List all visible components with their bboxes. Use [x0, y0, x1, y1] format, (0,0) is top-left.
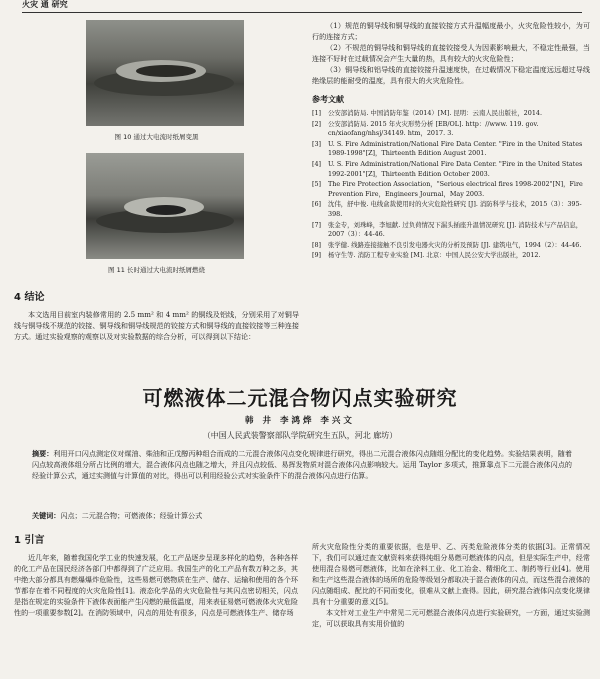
introduction-paragraph-continued: 所火灾危险性分类的重要依据，也是甲、乙、丙类危险液体分类的依据[3]。正常情况下，我们可以通过查文献资料来获得纯组分易燃可燃液体的闪点，但是实际生产中，经常使用混合易燃可燃液体，比如在涂料工业、化工冶金、精细化工、制药等行业[4]。使用和生产这些混合液体的场所的危险等级划分都取决于混合液体的闪点，而这些混合液体的闪点随组成、配比的不同而变化，很难从文献上查得。因此，研究混合液体闪点变化规律具有十分重要的意义[5]。	[312, 542, 590, 606]
reference-number: [7]	[312, 220, 322, 229]
reference-number: [2]	[312, 119, 322, 128]
reference-item	[312, 140, 590, 159]
keywords-text: 闪点；二元混合物；可燃液体；经验计算公式	[60, 511, 203, 520]
reference-number: [5]	[312, 180, 322, 189]
introduction-paragraph-2: 本文针对工业生产中常见二元可燃混合液体闪点进行实验研究，一方面，通过实验测定，可以获取具有实用价值的	[312, 608, 590, 628]
abstract	[32, 448, 572, 481]
reference-item	[312, 251, 590, 261]
paper-authors: 韩 井 李鸿烨 李兴文	[245, 416, 355, 426]
conclusion-item: （3）铜导线和铝导线的直接铰接升温速度快，在过载情况下稳定温度远远超过导线绝缘层的能耐受的温度，具有很大的火灾危险性。	[312, 65, 590, 85]
reference-text: The Fire Protection Association，"Serious electrical fires 1998-2002"[N]，Fire Prevention Fire，Engineers Journal，May 2003.	[328, 180, 583, 198]
right-column-top	[312, 20, 590, 262]
reference-item	[312, 241, 590, 251]
conclusion-item: （2）不规范的铜导线和铜导线的直接铰接受人为因素影响最大，不稳定性最强，当连接不好时在过载情况会产生大量的热，具有较大的火灾危险性；	[312, 43, 590, 63]
introduction-left-column	[14, 529, 298, 618]
abstract-label: 摘要：	[32, 449, 54, 458]
reference-number: [3]	[312, 139, 322, 148]
conclusion-heading: 4 结论	[14, 292, 45, 303]
reference-text: 公安部消防局. 中国消防年鉴（2014）[M]. 昆明：云南人民出版社，2014.	[328, 109, 542, 117]
conclusion-paragraph: 本文选用目前室内装修常用的 2.5 mm² 和 4 mm² 的铜线及铝线，分别采用了对铜导线与铜导线不规范的铰接、铜导线和铜导线规范的铰接方式和铜导线的直接铰接等三种连接方式。通过实验观察的观察以及对实验数据的综合分析，可以得到以下结论：	[14, 310, 299, 341]
reference-text: U. S. Fire Administration/National Fire Data Center. "Fire in the United States 1992-2001"[Z]，Thirteenth Edition October 2003.	[328, 159, 583, 178]
conclusion-list	[312, 20, 590, 86]
reference-item	[312, 120, 590, 139]
introduction-right-column	[312, 541, 590, 629]
paper-affiliation: （中国人民武装警察部队学院研究生五队，河北 廊坊）	[202, 431, 398, 440]
figure-11-photo	[86, 153, 244, 259]
reference-text: 杨守生等. 消防工程专业实验 [M]. 北京：中国人民公安大学出版社，2012.	[328, 251, 541, 260]
reference-number: [6]	[312, 200, 322, 209]
figure-11-caption: 图 11 长时通过大电流时纸屑燃烧	[108, 266, 205, 274]
figure-10-caption: 图 10 通过大电流时纸屑变黑	[114, 133, 199, 141]
reference-item	[312, 160, 590, 179]
running-header-label: 火灾 通 研究	[22, 0, 68, 9]
header-divider	[22, 12, 582, 13]
keywords-label: 关键词：	[32, 511, 61, 520]
introduction-heading: 1 引言	[14, 535, 45, 546]
reference-number: [8]	[312, 240, 322, 249]
reference-number: [1]	[312, 109, 322, 117]
reference-text: 沈伟，舒中俊. 电线盒裁使用时的火灾危险性研究 [J]. 消防科学与技术，2015（3）：395-398.	[328, 200, 582, 218]
keywords	[32, 510, 572, 521]
reference-item	[312, 200, 590, 219]
figure-11-photo-dark-spot	[146, 205, 186, 215]
reference-text: 公安部消防局. 2015 年火灾形势分析 [EB/OL]. http：//www. 119. gov. cn/xiaofang/nhsj/34149. htm，2017. 3.	[328, 119, 539, 138]
reference-text: U. S. Fire Administration/National Fire Data Center. "Fire in the United States 1989-1998"[Z]，Thirteenth Edition August 2001.	[328, 139, 583, 158]
abstract-text: 利用开口闪点测定仪对煤油、柴油和正戊醇丙种组合而成的二元混合液体闪点变化规律进行研究，得出二元混合液体闪点随组分配比的变化趋势。实验结果表明，随着闪点较高液体组分所占比例的增大，混合液体闪点也随之增大，并且闪点较低、易挥发物质对混合液体闪点影响较大。运用 Taylor 多项式，推算靠点下二元混合液体闪点的经验计算公式，通过实测值与计算值的对比，得出可以利用经验公式对实验条件下的混合液体闪点进行估算。	[32, 449, 573, 480]
conclusion-item: （1）规范的铜导线和铜导线的直接铰接方式升温幅度最小，火灾危险性较小，为可行的连接方式；	[312, 21, 590, 41]
reference-item	[312, 221, 590, 240]
references-list	[312, 109, 590, 261]
paper-title: 可燃液体二元混合物闪点实验研究	[142, 386, 458, 410]
introduction-paragraph: 近几年来，随着我国化学工业的快速发展，化工产品逐步呈现多样化的趋势，各种各样的化工产品在国民经济各部门中都得到了广泛应用。我国生产的化工产品有数万种之多，其中绝大部分都具有燃爆爆炸危险性，这些易燃可燃物质在生产、储存、运输和使用的各个环节都存在着不同程度的火灾危险性[1]。液态化学品的火灾危险性与其闪点密切相关，闪点是指在规定的实验条件下液体表面能产生闪燃的最低温度，用来表征易燃可燃液体火灾危险性的一项重要参数[2]。在消防领域中，闪点的用处有很多，闪点是可燃液体生产、储存场	[14, 553, 298, 617]
reference-item	[312, 109, 590, 119]
figure-10-photo	[86, 20, 244, 126]
reference-number: [4]	[312, 159, 322, 168]
left-column-top	[14, 20, 299, 342]
reference-number: [9]	[312, 251, 322, 260]
reference-text: 张学健. 线路连接接触不良引发电器火灾的分析及预防 [J]. 建筑电气，1994（2）：44-46.	[328, 240, 582, 249]
figure-10-photo-dark-spot	[136, 65, 196, 77]
reference-item	[312, 180, 590, 199]
references-heading: 参考文献	[312, 95, 344, 104]
reference-text: 张金专，刘珠峰，李旭献. 过负荷情况下漏头插座升温情况研究 [J]. 消防技术与产品信息，2007（3）：44-46.	[328, 220, 583, 239]
